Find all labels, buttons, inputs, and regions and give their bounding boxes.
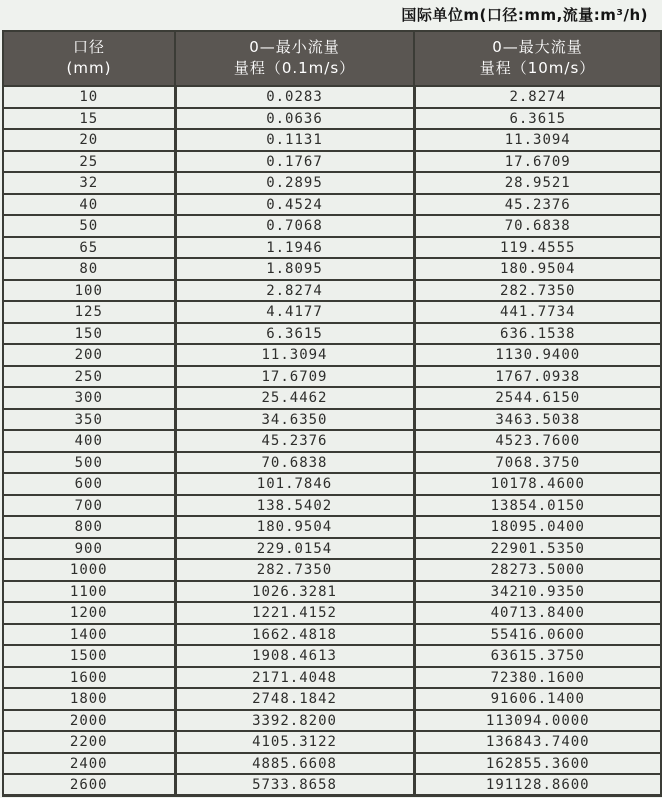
min-flow-cell: 282.7350	[175, 559, 414, 581]
max-flow-cell: 441.7734	[414, 301, 661, 323]
diameter-cell: 125	[3, 301, 175, 323]
diameter-cell: 2200	[3, 731, 175, 753]
max-flow-cell: 7068.3750	[414, 452, 661, 474]
min-flow-cell: 0.4524	[175, 194, 414, 216]
max-flow-cell: 17.6709	[414, 151, 661, 173]
max-flow-cell: 1767.0938	[414, 366, 661, 388]
table-header	[3, 31, 661, 86]
max-flow-cell: 63615.3750	[414, 645, 661, 667]
col-header-max-flow	[414, 31, 661, 86]
max-flow-cell: 34210.9350	[414, 581, 661, 603]
max-flow-cell: 10178.4600	[414, 473, 661, 495]
table-row	[3, 452, 661, 474]
diameter-cell: 500	[3, 452, 175, 474]
max-flow-cell: 45.2376	[414, 194, 661, 216]
diameter-cell: 400	[3, 430, 175, 452]
max-flow-cell: 3463.5038	[414, 409, 661, 431]
max-flow-cell: 4523.7600	[414, 430, 661, 452]
diameter-cell: 250	[3, 366, 175, 388]
max-flow-cell: 28.9521	[414, 172, 661, 194]
max-flow-cell: 18095.0400	[414, 516, 661, 538]
max-flow-cell: 2544.6150	[414, 387, 661, 409]
max-flow-cell: 40713.8400	[414, 602, 661, 624]
max-flow-cell: 91606.1400	[414, 688, 661, 710]
table-row	[3, 366, 661, 388]
table-row	[3, 387, 661, 409]
table-row	[3, 731, 661, 753]
min-flow-cell: 1026.3281	[175, 581, 414, 603]
diameter-cell: 350	[3, 409, 175, 431]
min-flow-cell: 17.6709	[175, 366, 414, 388]
min-flow-cell: 1662.4818	[175, 624, 414, 646]
min-flow-cell: 0.1767	[175, 151, 414, 173]
diameter-cell: 700	[3, 495, 175, 517]
table-row	[3, 753, 661, 775]
diameter-cell: 1500	[3, 645, 175, 667]
min-flow-cell: 2171.4048	[175, 667, 414, 689]
header-row	[3, 31, 661, 86]
diameter-cell: 20	[3, 129, 175, 151]
min-flow-cell: 70.6838	[175, 452, 414, 474]
diameter-cell: 1800	[3, 688, 175, 710]
table-row	[3, 344, 661, 366]
table-row	[3, 194, 661, 216]
min-flow-cell: 180.9504	[175, 516, 414, 538]
table-row	[3, 301, 661, 323]
diameter-cell: 40	[3, 194, 175, 216]
max-flow-cell: 11.3094	[414, 129, 661, 151]
table-row	[3, 86, 661, 108]
diameter-cell: 65	[3, 237, 175, 259]
min-flow-cell: 45.2376	[175, 430, 414, 452]
table-row	[3, 215, 661, 237]
diameter-cell: 1600	[3, 667, 175, 689]
max-flow-cell: 55416.0600	[414, 624, 661, 646]
min-flow-cell: 11.3094	[175, 344, 414, 366]
page-title: 国际单位m(口径:mm,流量:m³/h)	[401, 6, 648, 24]
diameter-cell: 100	[3, 280, 175, 302]
min-flow-cell: 0.1131	[175, 129, 414, 151]
max-flow-cell: 162855.3600	[414, 753, 661, 775]
min-flow-cell: 5733.8658	[175, 774, 414, 796]
table-row	[3, 538, 661, 560]
table-row	[3, 151, 661, 173]
col-header-diameter-line2: (mm)	[66, 58, 112, 77]
table-row	[3, 774, 661, 796]
diameter-cell: 900	[3, 538, 175, 560]
col-header-diameter-line1: 口径	[72, 38, 105, 56]
table-row	[3, 409, 661, 431]
table-row	[3, 645, 661, 667]
min-flow-cell: 0.7068	[175, 215, 414, 237]
table-row	[3, 108, 661, 130]
diameter-cell: 800	[3, 516, 175, 538]
table-row	[3, 559, 661, 581]
min-flow-cell: 4885.6608	[175, 753, 414, 775]
min-flow-cell: 229.0154	[175, 538, 414, 560]
min-flow-cell: 138.5402	[175, 495, 414, 517]
max-flow-cell: 113094.0000	[414, 710, 661, 732]
table-row	[3, 581, 661, 603]
table-row	[3, 473, 661, 495]
diameter-cell: 32	[3, 172, 175, 194]
table-row	[3, 172, 661, 194]
max-flow-cell: 119.4555	[414, 237, 661, 259]
min-flow-cell: 25.4462	[175, 387, 414, 409]
table-row	[3, 602, 661, 624]
max-flow-cell: 2.8274	[414, 86, 661, 108]
diameter-cell: 10	[3, 86, 175, 108]
diameter-cell: 2400	[3, 753, 175, 775]
min-flow-cell: 1908.4613	[175, 645, 414, 667]
table-row	[3, 667, 661, 689]
max-flow-cell: 636.1538	[414, 323, 661, 345]
max-flow-cell: 70.6838	[414, 215, 661, 237]
max-flow-cell: 22901.5350	[414, 538, 661, 560]
max-flow-cell: 180.9504	[414, 258, 661, 280]
table-row	[3, 258, 661, 280]
col-header-min-flow-line1: 0—最小流量	[249, 38, 340, 56]
diameter-cell: 600	[3, 473, 175, 495]
diameter-cell: 200	[3, 344, 175, 366]
max-flow-cell: 1130.9400	[414, 344, 661, 366]
max-flow-cell: 13854.0150	[414, 495, 661, 517]
col-header-max-flow-line2: 量程（10m/s）	[479, 58, 596, 77]
min-flow-cell: 2748.1842	[175, 688, 414, 710]
max-flow-cell: 72380.1600	[414, 667, 661, 689]
table-row	[3, 323, 661, 345]
col-header-min-flow-line2: 量程（0.1m/s）	[233, 58, 356, 77]
min-flow-cell: 3392.8200	[175, 710, 414, 732]
table-row	[3, 129, 661, 151]
diameter-cell: 1100	[3, 581, 175, 603]
table-row	[3, 624, 661, 646]
table-row	[3, 688, 661, 710]
min-flow-cell: 4105.3122	[175, 731, 414, 753]
diameter-cell: 2600	[3, 774, 175, 796]
min-flow-cell: 1221.4152	[175, 602, 414, 624]
diameter-cell: 1400	[3, 624, 175, 646]
min-flow-cell: 1.1946	[175, 237, 414, 259]
col-header-max-flow-line1: 0—最大流量	[492, 38, 583, 56]
table-body	[3, 86, 661, 796]
table-row	[3, 516, 661, 538]
min-flow-cell: 4.4177	[175, 301, 414, 323]
min-flow-cell: 0.2895	[175, 172, 414, 194]
min-flow-cell: 0.0636	[175, 108, 414, 130]
diameter-cell: 80	[3, 258, 175, 280]
diameter-cell: 2000	[3, 710, 175, 732]
table-row	[3, 280, 661, 302]
table-row	[3, 495, 661, 517]
min-flow-cell: 101.7846	[175, 473, 414, 495]
table-row	[3, 430, 661, 452]
min-flow-cell: 0.0283	[175, 86, 414, 108]
max-flow-cell: 282.7350	[414, 280, 661, 302]
col-header-min-flow	[175, 31, 414, 86]
min-flow-cell: 1.8095	[175, 258, 414, 280]
diameter-cell: 15	[3, 108, 175, 130]
diameter-cell: 300	[3, 387, 175, 409]
diameter-cell: 1200	[3, 602, 175, 624]
min-flow-cell: 34.6350	[175, 409, 414, 431]
col-header-diameter	[3, 31, 175, 86]
max-flow-cell: 28273.5000	[414, 559, 661, 581]
diameter-cell: 150	[3, 323, 175, 345]
table-row	[3, 710, 661, 732]
max-flow-cell: 136843.7400	[414, 731, 661, 753]
min-flow-cell: 2.8274	[175, 280, 414, 302]
flow-range-table	[2, 30, 662, 797]
table-row	[3, 237, 661, 259]
max-flow-cell: 191128.8600	[414, 774, 661, 796]
diameter-cell: 50	[3, 215, 175, 237]
max-flow-cell: 6.3615	[414, 108, 661, 130]
min-flow-cell: 6.3615	[175, 323, 414, 345]
diameter-cell: 1000	[3, 559, 175, 581]
diameter-cell: 25	[3, 151, 175, 173]
